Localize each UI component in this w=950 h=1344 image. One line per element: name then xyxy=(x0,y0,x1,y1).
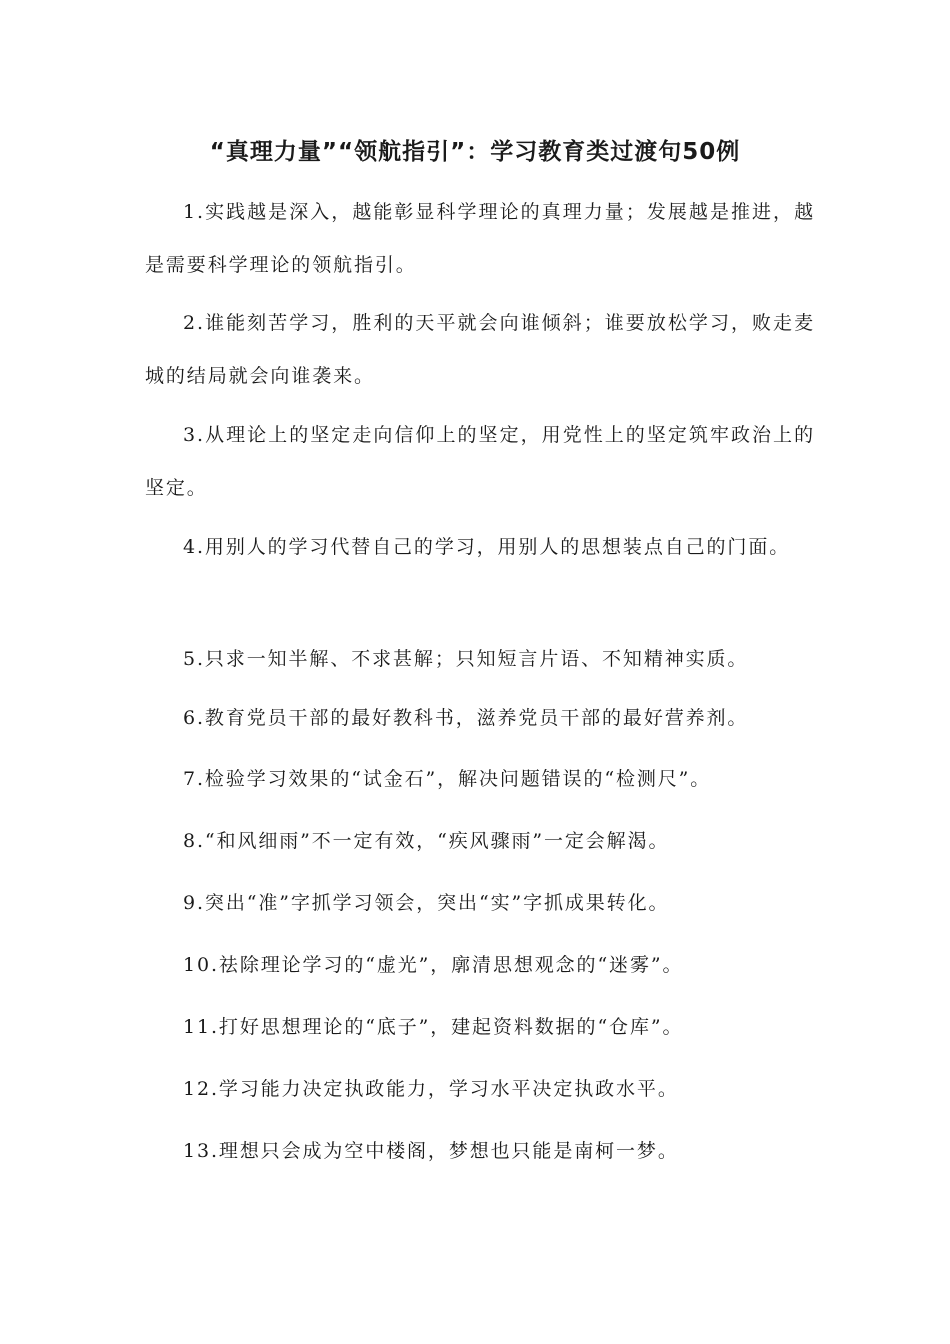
list-item: 9.突出“准”字抓学习领会，突出“实”字抓成果转化。 xyxy=(183,892,670,914)
list-item: 10.祛除理论学习的“虚光”，廓清思想观念的“迷雾”。 xyxy=(183,954,684,976)
list-item: 12.学习能力决定执政能力，学习水平决定执政水平。 xyxy=(183,1078,679,1100)
list-item: 13.理想只会成为空中楼阁，梦想也只能是南柯一梦。 xyxy=(183,1140,679,1162)
list-item: 5.只求一知半解、不求甚解；只知短言片语、不知精神实质。 xyxy=(183,648,749,670)
list-item: 4.用别人的学习代替自己的学习，用别人的思想装点自己的门面。 xyxy=(183,536,791,558)
list-item: 1.实践越是深入，越能彰显科学理论的真理力量；发展越是推进，越是需要科学理论的领航指引。 xyxy=(145,201,815,276)
list-item: 11.打好思想理论的“底子”，建起资料数据的“仓库”。 xyxy=(183,1016,684,1038)
document-title: “真理力量”“领航指引”：学习教育类过渡句50例 xyxy=(209,139,741,165)
list-item: 6.教育党员干部的最好教科书，滋养党员干部的最好营养剂。 xyxy=(183,707,749,729)
list-item: 8.“和风细雨”不一定有效，“疾风骤雨”一定会解渴。 xyxy=(183,830,670,852)
list-item: 7.检验学习效果的“试金石”，解决问题错误的“检测尺”。 xyxy=(183,768,712,790)
list-item: 3.从理论上的坚定走向信仰上的坚定，用党性上的坚定筑牢政治上的坚定。 xyxy=(145,424,815,499)
list-item: 2.谁能刻苦学习，胜利的天平就会向谁倾斜；谁要放松学习，败走麦城的结局就会向谁袭来。 xyxy=(145,312,815,387)
